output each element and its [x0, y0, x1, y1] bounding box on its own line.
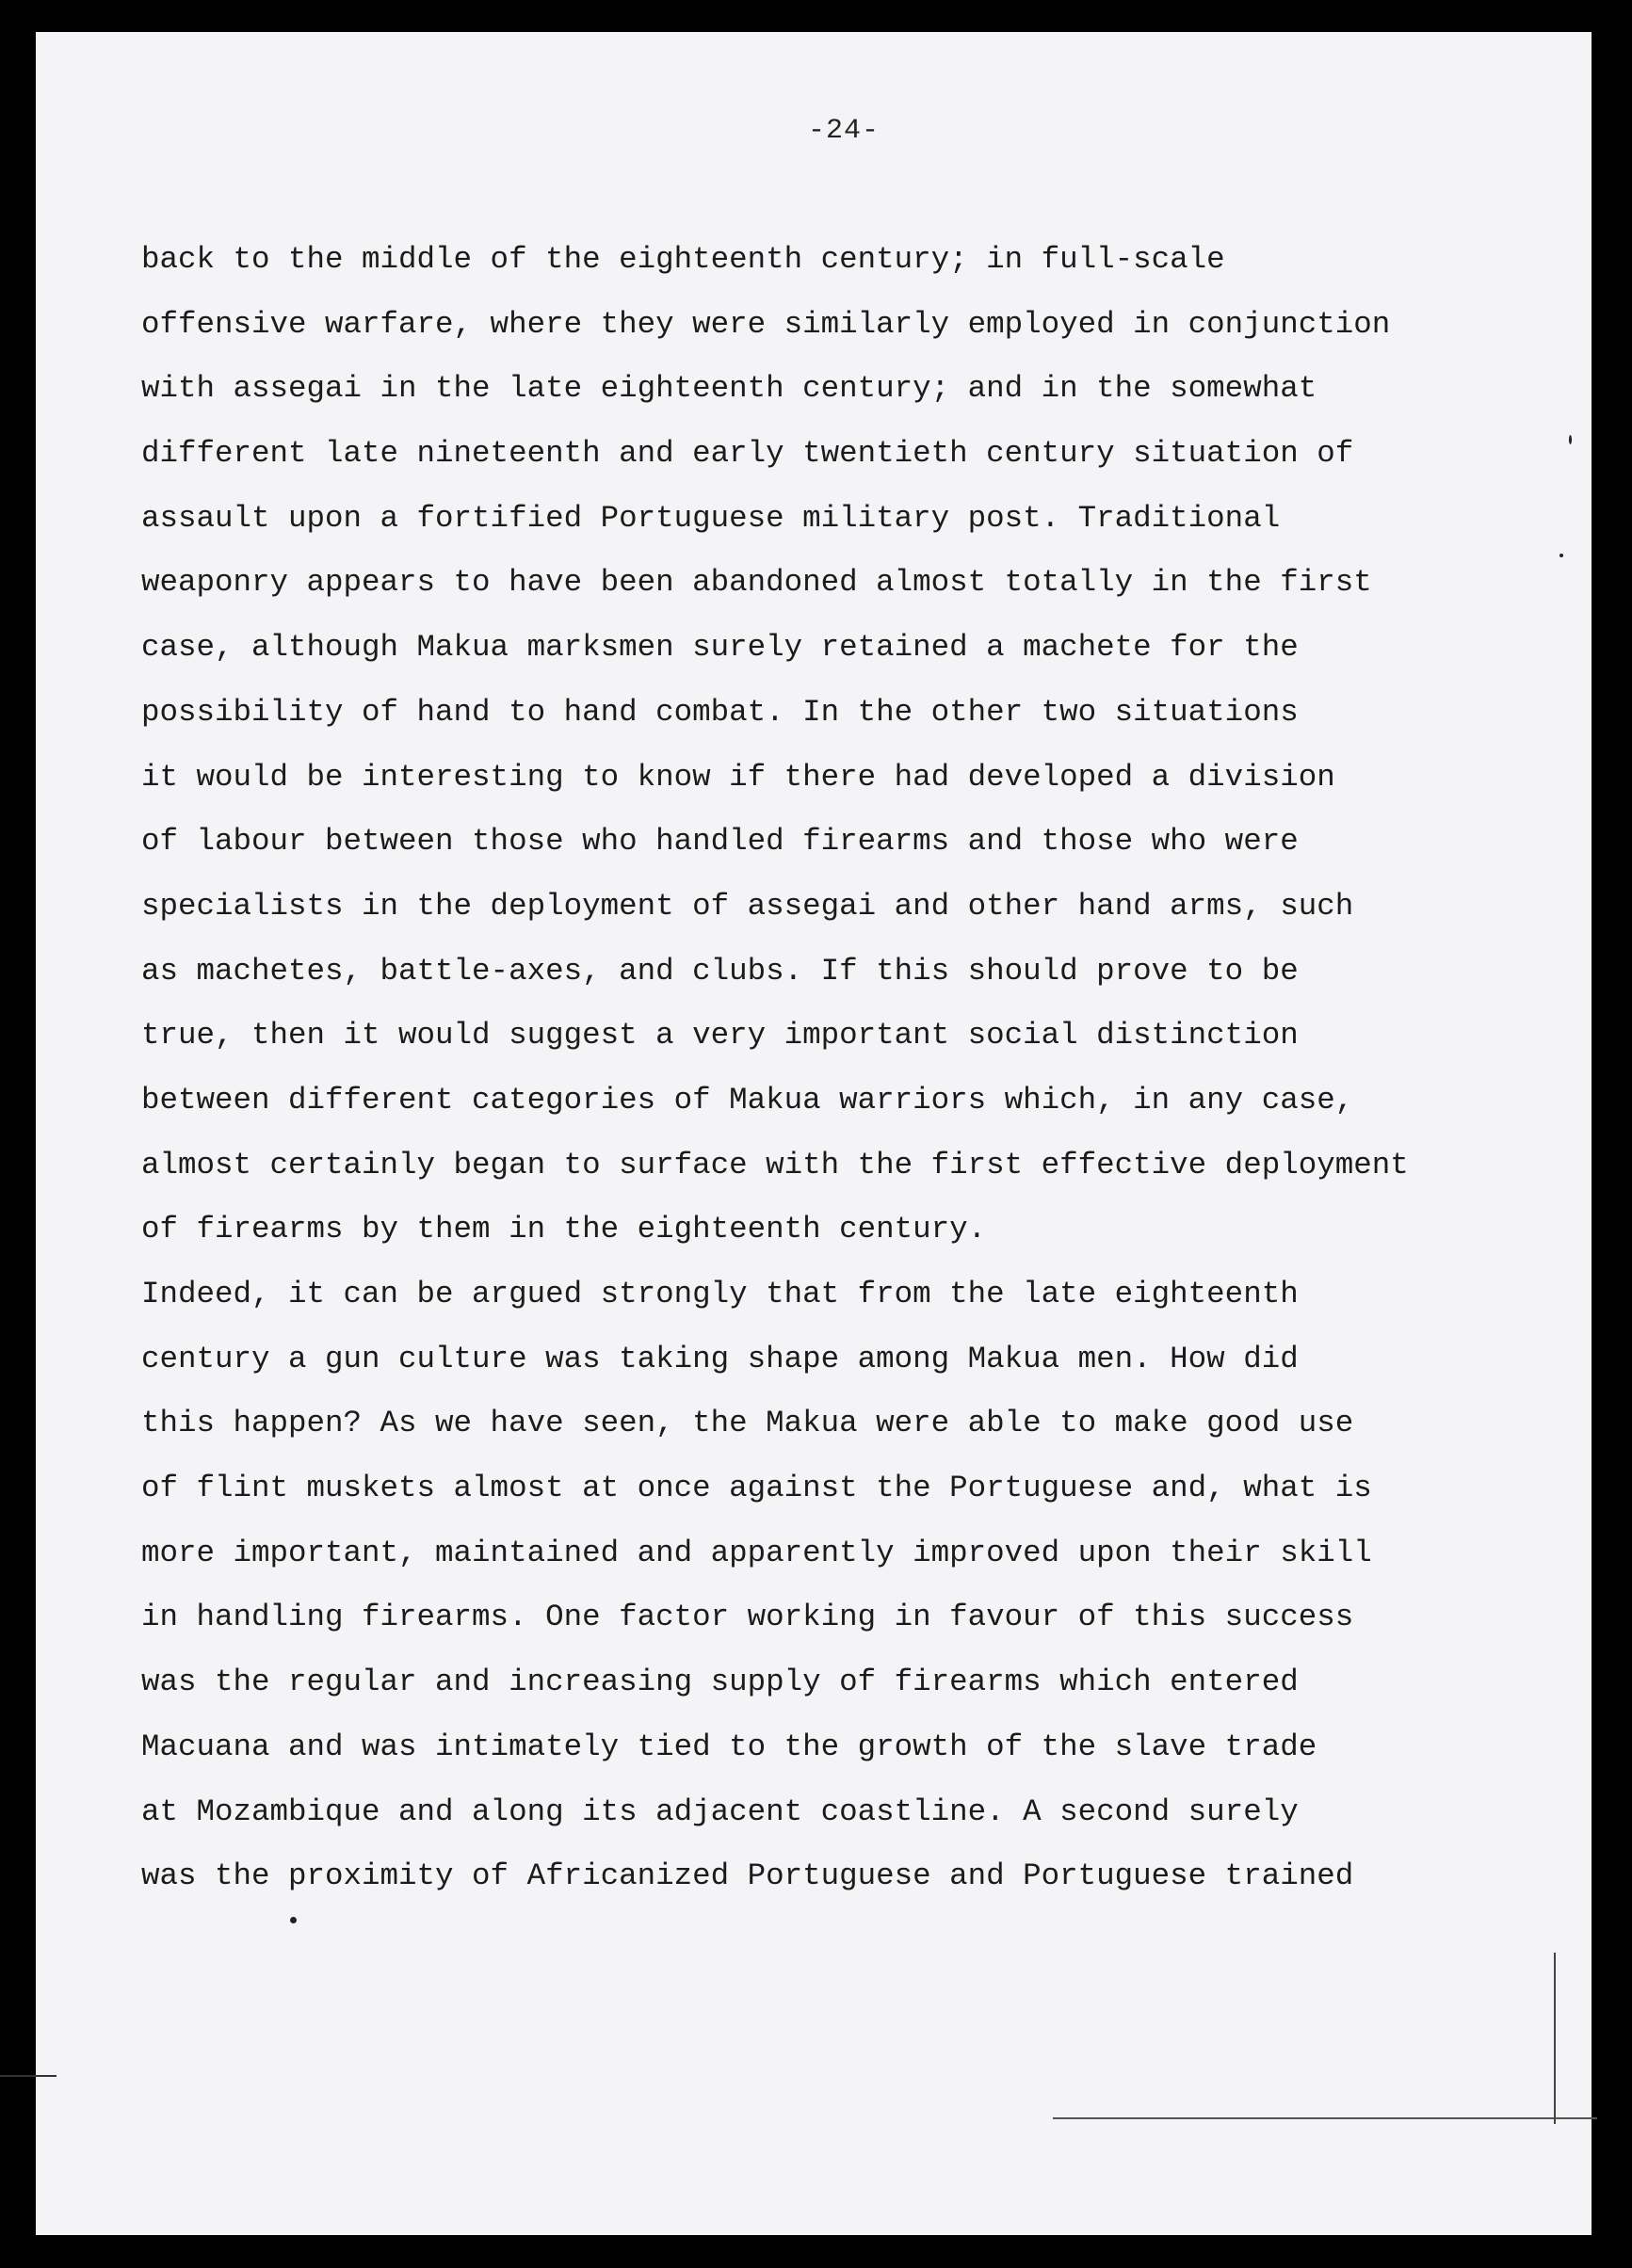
- text-line: weaponry appears to have been abandoned almost totally in the first: [141, 565, 1372, 601]
- text-line: more important, maintained and apparently improved upon their skill: [141, 1535, 1372, 1570]
- text-line: Indeed, it can be argued strongly that from the late eighteenth: [141, 1277, 1299, 1311]
- text-line: assault upon a fortified Portuguese military post. Traditional: [141, 500, 1281, 536]
- page-number: -24-: [808, 115, 881, 147]
- text-line: back to the middle of the eighteenth century; in full-scale: [141, 242, 1225, 277]
- margin-mark: [1053, 2117, 1597, 2119]
- ink-speck: [1569, 435, 1572, 444]
- document-page: [36, 32, 1592, 2235]
- text-line: was the regular and increasing supply of firearms which entered: [141, 1665, 1299, 1700]
- body-text: [141, 228, 1573, 1909]
- text-line: with assegai in the late eighteenth century; and in the somewhat: [141, 371, 1317, 407]
- text-line: century a gun culture was taking shape among Makua men. How did: [141, 1341, 1299, 1376]
- text-line: was the proximity of Africanized Portuguese and Portuguese trained: [141, 1858, 1354, 1894]
- ink-speck: [290, 1917, 297, 1923]
- margin-rule: [1554, 1953, 1556, 2124]
- margin-mark: [0, 2075, 57, 2077]
- text-line: possibility of hand to hand combat. In the other two situations: [141, 694, 1299, 730]
- text-line: it would be interesting to know if there had developed a division: [141, 759, 1335, 795]
- text-line: as machetes, battle-axes, and clubs. If this should prove to be: [141, 953, 1299, 989]
- text-line: at Mozambique and along its adjacent coastline. A second surely: [141, 1793, 1299, 1829]
- text-line: offensive warfare, where they were similarly employed in conjunction: [141, 306, 1391, 342]
- text-line: almost certainly began to surface with the first effective deployment: [141, 1147, 1409, 1182]
- text-line: different late nineteenth and early twentieth century situation of: [141, 436, 1354, 472]
- text-line: true, then it would suggest a very important social distinction: [141, 1018, 1299, 1054]
- text-line: between different categories of Makua warriors which, in any case,: [141, 1082, 1354, 1118]
- text-line: case, although Makua marksmen surely retained a machete for the: [141, 630, 1299, 666]
- text-line: of firearms by them in the eighteenth century.: [141, 1212, 987, 1247]
- text-line: of flint muskets almost at once against the Portuguese and, what is: [141, 1471, 1372, 1506]
- text-line: in handling firearms. One factor working in favour of this success: [141, 1600, 1354, 1635]
- text-line: Macuana and was intimately tied to the growth of the slave trade: [141, 1729, 1317, 1764]
- text-line: of labour between those who handled firearms and those who were: [141, 824, 1299, 860]
- text-line: this happen? As we have seen, the Makua were able to make good use: [141, 1406, 1354, 1441]
- text-line: specialists in the deployment of assegai and other hand arms, such: [141, 888, 1354, 924]
- ink-speck: [1559, 554, 1563, 557]
